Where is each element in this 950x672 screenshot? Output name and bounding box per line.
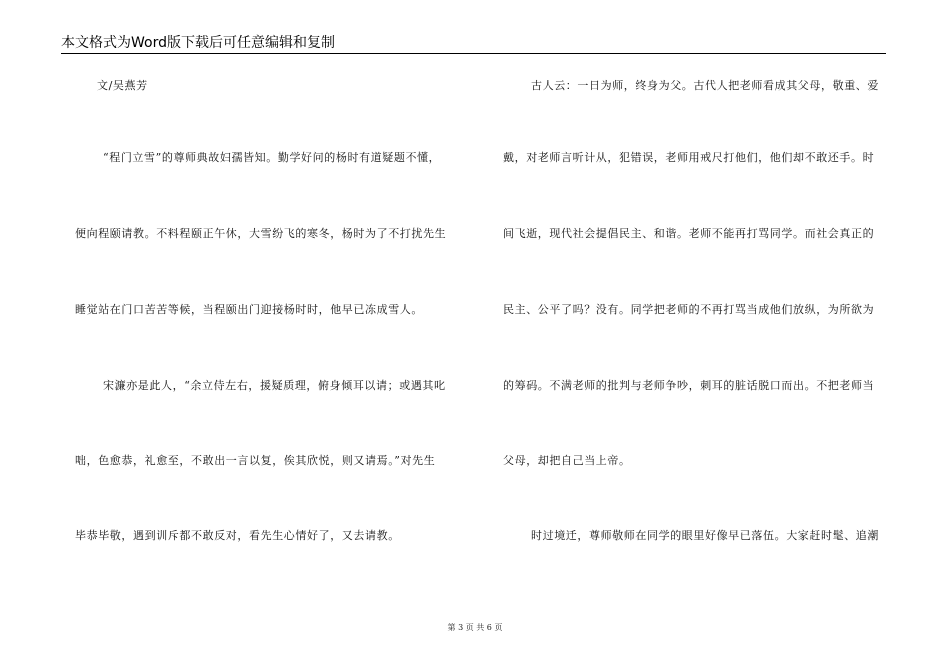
header-title: 本文格式为Word版下载后可任意编辑和复制 bbox=[61, 35, 335, 51]
left-column bbox=[75, 72, 447, 572]
page-number: 第 3 页 共 6 页 bbox=[447, 623, 503, 632]
paragraph-line: “程门立雪”的尊师典故妇孺皆知。勤学好问的杨时有道疑题不懂， bbox=[103, 151, 441, 164]
paragraph-line: 毕恭毕敬，遇到训斥都不敢反对，看先生心情好了，又去请教。 bbox=[75, 529, 400, 542]
paragraph-line: 咄，色愈恭，礼愈至，不敢出一言以复，俟其欣悦，则又请焉。”对先生 bbox=[75, 454, 436, 467]
paragraph-line: 民主、公平了吗？没有。同学把老师的不再打骂当成他们放纵，为所欲为 bbox=[503, 303, 875, 316]
paragraph-line: 睡觉站在门口苦苦等候，当程颐出门迎接杨时时，他早已冻成雪人。 bbox=[75, 303, 423, 316]
paragraph-line: 时过境迁，尊师敬师在同学的眼里好像早已落伍。大家赶时髦、追潮 bbox=[531, 529, 879, 542]
paragraph-line: 间飞逝，现代社会提倡民主、和谐。老师不能再打骂同学。而社会真正的 bbox=[503, 227, 875, 240]
author-line: 文/吴燕芳 bbox=[97, 79, 148, 92]
paragraph-line: 的筹码。不满老师的批判与老师争吵，刺耳的脏话脱口而出。不把老师当 bbox=[503, 379, 875, 392]
document-header bbox=[61, 34, 886, 54]
paragraph-line: 戴，对老师言听计从，犯错误，老师用戒尺打他们，他们却不敢还手。时 bbox=[503, 151, 875, 164]
paragraph-line: 古人云：一日为师，终身为父。古代人把老师看成其父母，敬重、爱 bbox=[531, 79, 879, 92]
header-divider bbox=[61, 53, 886, 54]
paragraph-line: 宋濂亦是此人，“余立侍左右，援疑质理，俯身倾耳以请；或遇其叱 bbox=[103, 379, 446, 392]
paragraph-line: 便向程颐请教。不料程颐正午休，大雪纷飞的寒冬，杨时为了不打扰先生 bbox=[75, 227, 447, 240]
right-column bbox=[503, 72, 884, 572]
paragraph-line: 父母，却把自己当上帝。 bbox=[503, 454, 631, 467]
